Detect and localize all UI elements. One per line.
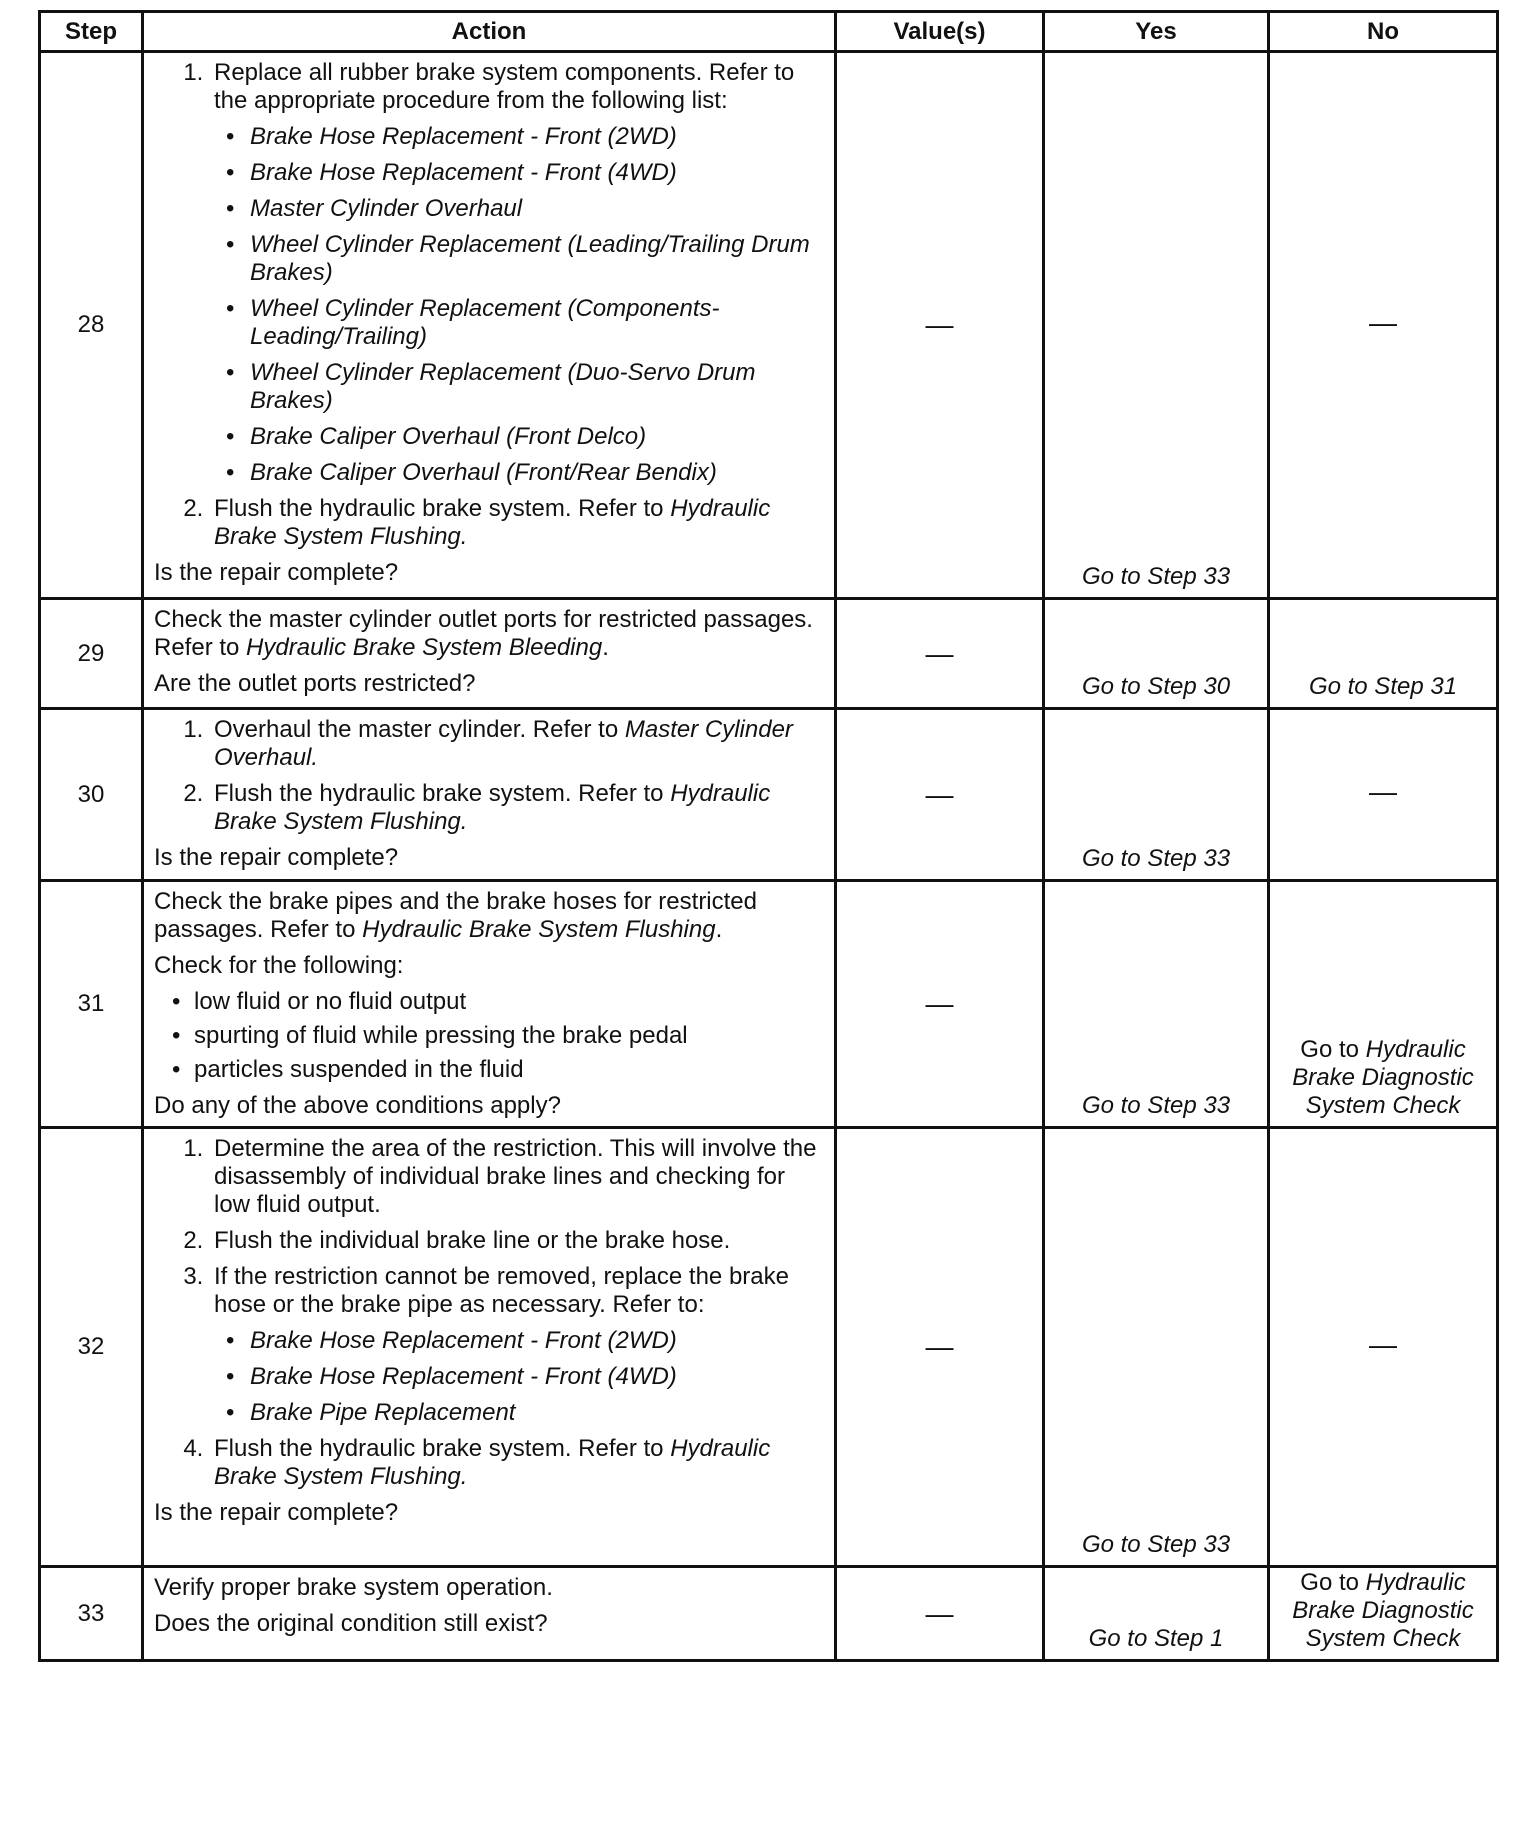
- action-step-1: 1. Replace all rubber brake system components. Refer to the appropriate procedure from the following list: • Brake Hose Replacement - Front (2WD) • Brake Hose Replacement - Front (4WD) • Master Cylinder Overhaul • Wheel Cylinder Replacement (Leading/Trailing Drum Brakes) • Wheel Cylinder Replacement (Components-Leading/Trailing) • Wheel Cylinder Replacement (Duo-Servo Drum Brakes) • Brake Caliper Overhaul (Front Delco) • Brake Caliper Overhaul (Front/Rear Bendix): [210, 59, 824, 487]
- yes-cell: Go to Step 33: [1044, 881, 1269, 1128]
- no-cell: —: [1269, 52, 1498, 599]
- action-cell: [143, 1128, 836, 1567]
- table-row-step-32: [40, 1128, 1498, 1567]
- action-step-3: 3. If the restriction cannot be removed, replace the brake hose or the brake pipe as necessary. Refer to: • Brake Hose Replacement - Front (2WD) • Brake Hose Replacement - Front (4WD) • Brake Pipe Replacement: [210, 1263, 824, 1427]
- yes-cell: Go to Step 33: [1044, 52, 1269, 599]
- condition-list: [154, 988, 824, 1084]
- reference-item: • Wheel Cylinder Replacement (Duo-Servo Drum Brakes): [250, 359, 824, 415]
- reference-item: • Master Cylinder Overhaul: [250, 195, 824, 223]
- reference-item: • Brake Hose Replacement - Front (4WD): [250, 1363, 824, 1391]
- reference-item: • Brake Caliper Overhaul (Front Delco): [250, 423, 824, 451]
- reference-list: [214, 1327, 824, 1427]
- procedure-reference: Hydraulic Brake Diagnostic System Check: [1292, 1036, 1474, 1119]
- reference-item: • Brake Hose Replacement - Front (4WD): [250, 159, 824, 187]
- header-yes: Yes: [1044, 12, 1269, 52]
- value-cell: —: [836, 1128, 1044, 1567]
- action-cell: [143, 709, 836, 881]
- instruction: Check the master cylinder outlet ports for restricted passages. Refer to Hydraulic Brake System Bleeding.: [154, 606, 813, 661]
- step-number: 32: [40, 1128, 143, 1567]
- reference-item: • Brake Hose Replacement - Front (2WD): [250, 123, 824, 151]
- condition-item: • spurting of fluid while pressing the brake pedal: [194, 1022, 824, 1050]
- yes-cell: Go to Step 30: [1044, 599, 1269, 709]
- instruction: Check the brake pipes and the brake hoses for restricted passages. Refer to Hydraulic Brake System Flushing.: [154, 888, 757, 943]
- procedure-reference: Hydraulic Brake System Flushing: [362, 916, 716, 943]
- procedure-reference: Hydraulic Brake Diagnostic System Check: [1292, 1569, 1474, 1652]
- procedure-reference: Hydraulic Brake System Flushing.: [214, 495, 771, 550]
- action-cell: [143, 599, 836, 709]
- yes-cell: Go to Step 33: [1044, 1128, 1269, 1567]
- value-cell: —: [836, 52, 1044, 599]
- action-steps: [154, 716, 824, 836]
- no-cell: Go to Hydraulic Brake Diagnostic System Check: [1269, 1567, 1498, 1661]
- condition-item: • particles suspended in the fluid: [194, 1056, 824, 1084]
- header-step: Step: [40, 12, 143, 52]
- header-no: No: [1269, 12, 1498, 52]
- value-cell: —: [836, 709, 1044, 881]
- header-values: Value(s): [836, 12, 1044, 52]
- value-cell: —: [836, 599, 1044, 709]
- table-row-step-30: [40, 709, 1498, 881]
- action-step-2: 2. Flush the hydraulic brake system. Refer to Hydraulic Brake System Flushing.: [210, 495, 824, 551]
- table-row-step-33: [40, 1567, 1498, 1661]
- no-cell: Go to Hydraulic Brake Diagnostic System Check: [1269, 881, 1498, 1128]
- step-number: 31: [40, 881, 143, 1128]
- yes-cell: Go to Step 33: [1044, 709, 1269, 881]
- instruction: Verify proper brake system operation.: [154, 1574, 553, 1601]
- reference-list: [214, 123, 824, 487]
- no-cell: —: [1269, 1128, 1498, 1567]
- procedure-reference: Hydraulic Brake System Flushing.: [214, 1435, 771, 1490]
- no-cell: Go to Step 31: [1269, 599, 1498, 709]
- condition-item: • low fluid or no fluid output: [194, 988, 824, 1016]
- question: Is the repair complete?: [154, 1499, 399, 1526]
- step-number: 30: [40, 709, 143, 881]
- action-step-4: 4. Flush the hydraulic brake system. Refer to Hydraulic Brake System Flushing.: [210, 1435, 824, 1491]
- yes-cell: Go to Step 1: [1044, 1567, 1269, 1661]
- reference-item: • Brake Pipe Replacement: [250, 1399, 824, 1427]
- step-number: 29: [40, 599, 143, 709]
- step-number: 28: [40, 52, 143, 599]
- table-row-step-31: [40, 881, 1498, 1128]
- reference-item: • Wheel Cylinder Replacement (Leading/Trailing Drum Brakes): [250, 231, 824, 287]
- action-step-1: 1. Determine the area of the restriction. This will involve the disassembly of individual brake lines and checking for low fluid output.: [210, 1135, 824, 1219]
- check-intro: Check for the following:: [154, 952, 404, 979]
- action-step-2: 2. Flush the individual brake line or the brake hose.: [210, 1227, 824, 1255]
- action-steps: [154, 1135, 824, 1491]
- question: Is the repair complete?: [154, 844, 399, 871]
- action-cell: [143, 52, 836, 599]
- no-cell: —: [1269, 709, 1498, 881]
- action-steps: [154, 59, 824, 551]
- procedure-reference: Hydraulic Brake System Flushing.: [214, 780, 771, 835]
- action-cell: [143, 1567, 836, 1661]
- action-cell: [143, 881, 836, 1128]
- question: Does the original condition still exist?: [154, 1610, 548, 1637]
- value-cell: —: [836, 881, 1044, 1128]
- diagnostic-table: [38, 10, 1499, 1662]
- reference-item: • Brake Hose Replacement - Front (2WD): [250, 1327, 824, 1355]
- reference-item: • Wheel Cylinder Replacement (Components-Leading/Trailing): [250, 295, 824, 351]
- question: Do any of the above conditions apply?: [154, 1092, 561, 1119]
- question: Is the repair complete?: [154, 559, 399, 586]
- action-step-2: 2. Flush the hydraulic brake system. Refer to Hydraulic Brake System Flushing.: [210, 780, 824, 836]
- procedure-reference: Hydraulic Brake System Bleeding: [246, 634, 603, 661]
- header-action: Action: [143, 12, 836, 52]
- header-row: [40, 12, 1498, 52]
- action-step-1: 1. Overhaul the master cylinder. Refer to Master Cylinder Overhaul.: [210, 716, 824, 772]
- procedure-reference: Master Cylinder Overhaul.: [214, 716, 793, 771]
- table-row-step-29: [40, 599, 1498, 709]
- value-cell: —: [836, 1567, 1044, 1661]
- step-number: 33: [40, 1567, 143, 1661]
- question: Are the outlet ports restricted?: [154, 670, 476, 697]
- reference-item: • Brake Caliper Overhaul (Front/Rear Bendix): [250, 459, 824, 487]
- table-row-step-28: [40, 52, 1498, 599]
